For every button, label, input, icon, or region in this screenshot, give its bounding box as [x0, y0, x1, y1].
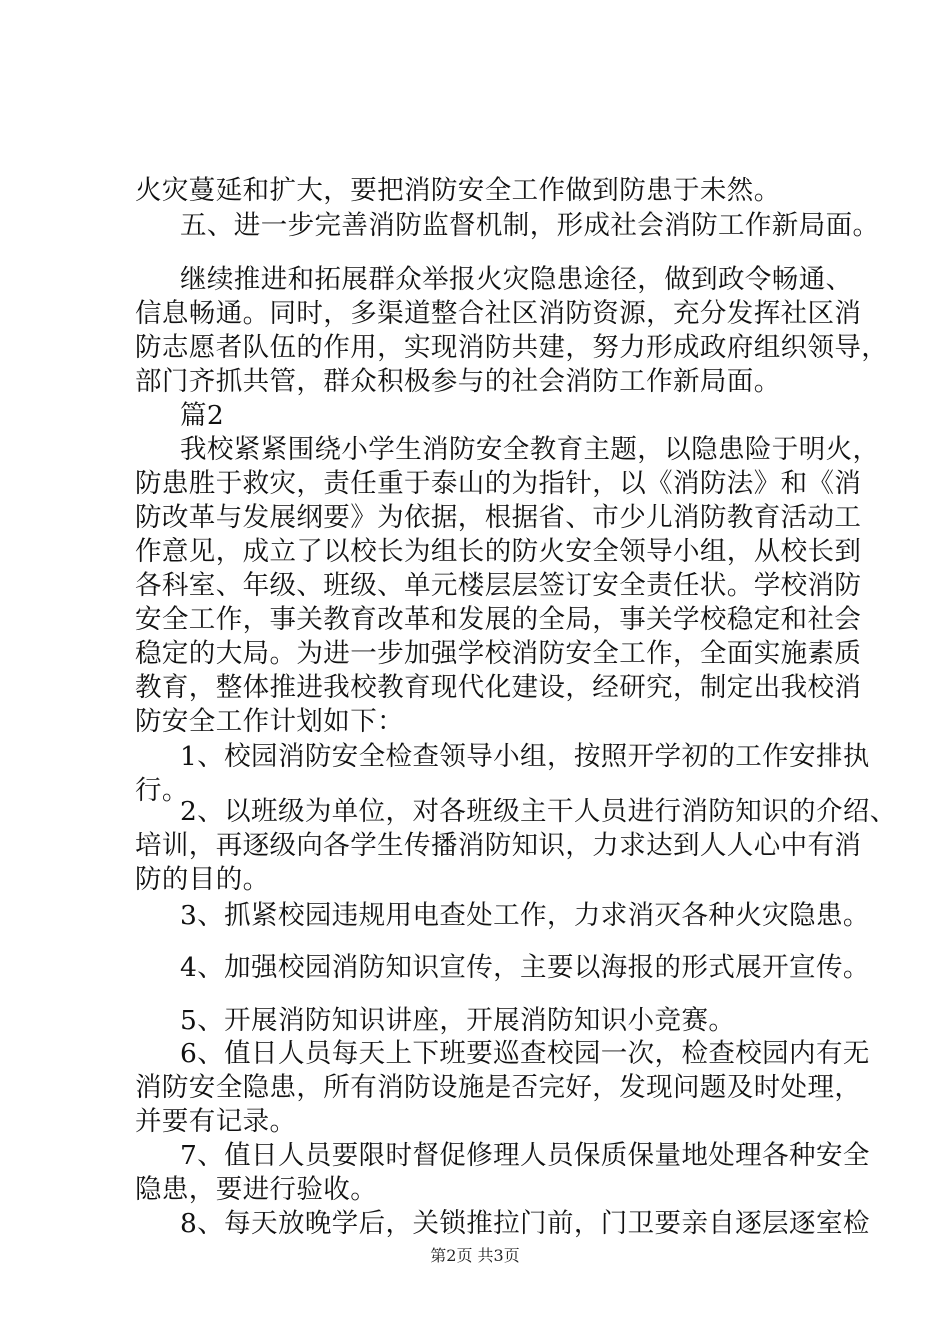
text-line: 防的目的。: [135, 864, 270, 895]
text-line: 并要有记录。: [135, 1106, 297, 1137]
list-item: 7、值日人员要限时督促修理人员保质保量地处理各种安全: [180, 1140, 870, 1171]
list-item: 8、每天放晚学后，关锁推拉门前，门卫要亲自逐层逐室检: [180, 1208, 870, 1239]
text-line: 防安全工作计划如下：: [135, 706, 404, 737]
list-item: 2、以班级为单位，对各班级主干人员进行消防知识的介绍、: [180, 796, 897, 827]
text-line: 防志愿者队伍的作用，实现消防共建，努力形成政府组织领导，: [135, 332, 889, 363]
text-line: 稳定的大局。为进一步加强学校消防安全工作，全面实施素质: [135, 638, 862, 669]
text-line: 各科室、年级、班级、单元楼层层签订安全责任状。学校消防: [135, 570, 862, 601]
text-line: 火灾蔓延和扩大，要把消防安全工作做到防患于未然。: [135, 175, 781, 206]
list-item: 5、开展消防知识讲座，开展消防知识小竞赛。: [180, 1005, 736, 1036]
text-line: 信息畅通。同时，多渠道整合社区消防资源，充分发挥社区消: [135, 298, 862, 329]
text-line: 安全工作，事关教育改革和发展的全局，事关学校稳定和社会: [135, 604, 862, 635]
text-line: 防患胜于救灾，责任重于泰山的为指针，以《消防法》和《消: [135, 468, 862, 499]
text-line: 隐患，要进行验收。: [135, 1174, 378, 1205]
text-line: 消防安全隐患，所有消防设施是否完好，发现问题及时处理，: [135, 1072, 862, 1103]
text-line: 五、进一步完善消防监督机制，形成社会消防工作新局面。: [180, 210, 880, 241]
list-item: 1、校园消防安全检查领导小组，按照开学初的工作安排执: [180, 741, 870, 772]
page-footer: 第2页 共3页: [430, 1246, 520, 1265]
text-line: 防改革与发展纲要》为依据，根据省、市少儿消防教育活动工: [135, 502, 862, 533]
text-line: 继续推进和拓展群众举报火灾隐患途径，做到政令畅通、: [180, 264, 853, 295]
text-line: 部门齐抓共管，群众积极参与的社会消防工作新局面。: [135, 366, 781, 397]
list-item: 6、值日人员每天上下班要巡查校园一次，检查校园内有无: [180, 1038, 870, 1069]
section-heading: 篇2: [180, 400, 225, 431]
list-item: 3、抓紧校园违规用电查处工作，力求消灭各种火灾隐患。: [180, 900, 870, 931]
list-item: 4、加强校园消防知识宣传，主要以海报的形式展开宣传。: [180, 952, 870, 983]
text-line: 教育，整体推进我校教育现代化建设，经研究，制定出我校消: [135, 672, 862, 703]
text-line: 作意见，成立了以校长为组长的防火安全领导小组，从校长到: [135, 536, 862, 567]
text-line: 培训，再逐级向各学生传播消防知识，力求达到人人心中有消: [135, 830, 862, 861]
text-line: 我校紧紧围绕小学生消防安全教育主题，以隐患险于明火，: [180, 434, 880, 465]
text-line: 行。: [135, 775, 189, 806]
